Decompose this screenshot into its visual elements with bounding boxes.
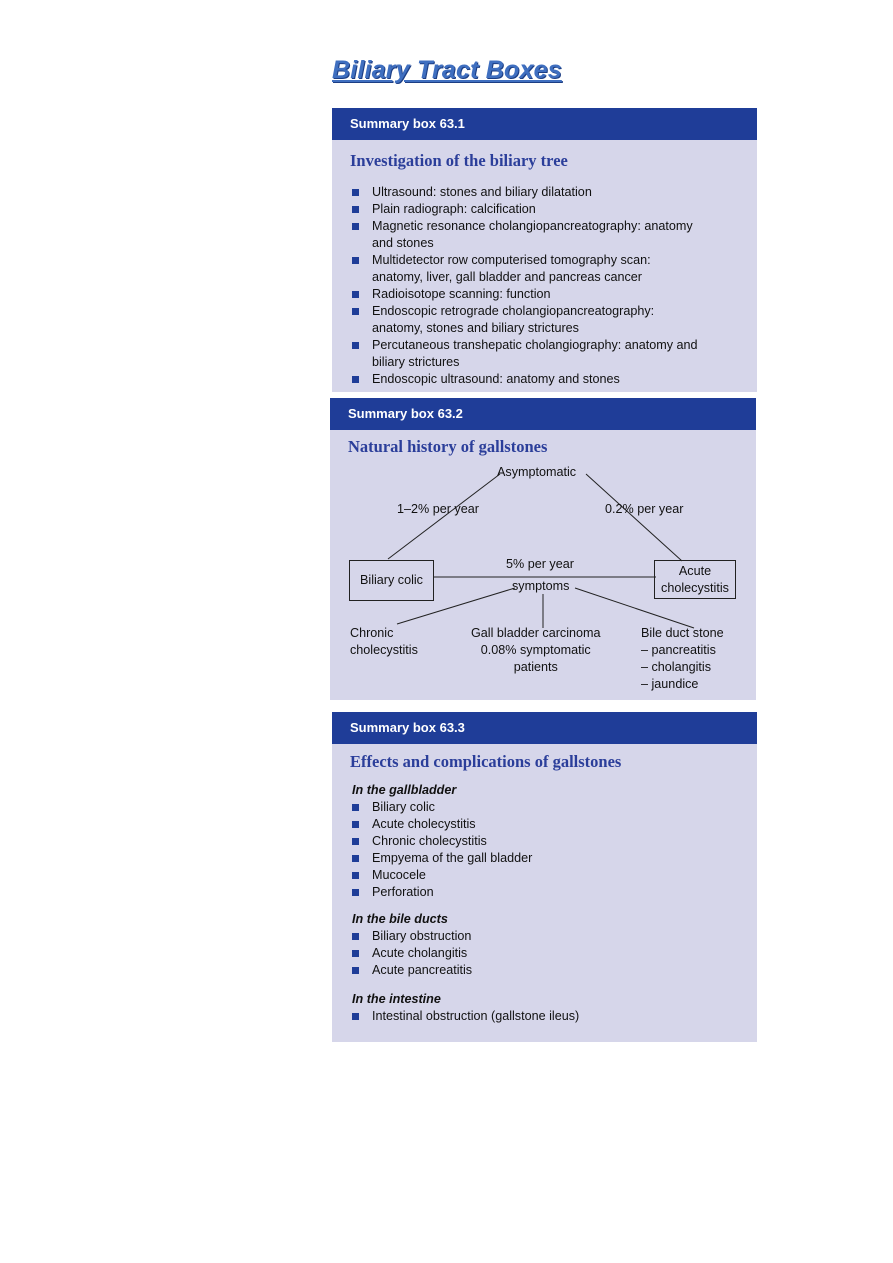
box-heading: Investigation of the biliary tree — [350, 151, 568, 170]
bullet-square-icon — [352, 308, 359, 315]
list-item: Biliary obstruction — [350, 928, 737, 945]
box-label: Summary box 63.2 — [330, 398, 756, 430]
bullet-square-icon — [352, 855, 359, 862]
list-item: Plain radiograph: calcification — [350, 201, 737, 218]
node-biliary-colic: Biliary colic — [349, 560, 434, 601]
gallbladder-list — [332, 799, 757, 901]
bullet-square-icon — [352, 933, 359, 940]
bullet-square-icon — [352, 838, 359, 845]
list-item: Percutaneous transhepatic cholangiography: anatomy and biliary strictures — [350, 337, 737, 371]
subhead-bile-ducts: In the bile ducts — [352, 912, 448, 926]
list-item: Perforation — [350, 884, 737, 901]
outcome-gall-bladder-carcinoma: Gall bladder carcinoma 0.08% symptomatic patients — [471, 626, 601, 674]
bullet-square-icon — [352, 872, 359, 879]
list-item: Empyema of the gall bladder — [350, 850, 737, 867]
bullet-square-icon — [352, 1013, 359, 1020]
box-label: Summary box 63.1 — [332, 108, 757, 140]
rate-left: 1–2% per year — [397, 502, 479, 516]
bullet-square-icon — [352, 223, 359, 230]
list-item: Multidetector row computerised tomography scan: anatomy, liver, gall bladder and pancreas cancer — [350, 252, 737, 286]
investigation-list — [332, 184, 757, 388]
list-item: Biliary colic — [350, 799, 737, 816]
list-item: Radioisotope scanning: function — [350, 286, 737, 303]
list-item: Intestinal obstruction (gallstone ileus) — [350, 1008, 737, 1025]
bullet-square-icon — [352, 804, 359, 811]
bullet-square-icon — [352, 967, 359, 974]
summary-box-63-3 — [332, 712, 757, 1042]
bullet-square-icon — [352, 376, 359, 383]
list-item: Magnetic resonance cholangiopancreatography: anatomy and stones — [350, 218, 737, 252]
bullet-square-icon — [352, 189, 359, 196]
subhead-gallbladder: In the gallbladder — [352, 783, 457, 797]
node-symptoms: symptoms — [512, 579, 570, 593]
bullet-square-icon — [352, 821, 359, 828]
box-label: Summary box 63.3 — [332, 712, 757, 744]
bile-ducts-list — [332, 928, 757, 979]
list-item: Chronic cholecystitis — [350, 833, 737, 850]
node-asymptomatic: Asymptomatic — [497, 465, 577, 479]
intestine-list — [332, 1008, 757, 1025]
bullet-square-icon — [352, 889, 359, 896]
rate-middle: 5% per year — [506, 557, 574, 571]
subhead-intestine: In the intestine — [352, 992, 441, 1006]
list-item: Mucocele — [350, 867, 737, 884]
outcome-chronic-cholecystitis: Chronic cholecystitis — [350, 626, 418, 657]
list-item: Ultrasound: stones and biliary dilatation — [350, 184, 737, 201]
outcome-bile-duct-stone: Bile duct stone – pancreatitis – cholangitis – jaundice — [641, 626, 724, 691]
rate-right: 0.2% per year — [605, 502, 684, 516]
page-title: Biliary Tract Boxes — [332, 56, 562, 84]
box-heading: Effects and complications of gallstones — [350, 752, 622, 771]
summary-box-63-2 — [330, 398, 756, 700]
summary-box-63-1 — [332, 108, 757, 392]
list-item: Endoscopic retrograde cholangiopancreatography: anatomy, stones and biliary strictures — [350, 303, 737, 337]
bullet-square-icon — [352, 291, 359, 298]
bullet-square-icon — [352, 950, 359, 957]
bullet-square-icon — [352, 342, 359, 349]
list-item: Acute cholecystitis — [350, 816, 737, 833]
list-item: Acute cholangitis — [350, 945, 737, 962]
box-heading: Natural history of gallstones — [348, 437, 548, 456]
node-acute-cholecystitis: Acute cholecystitis — [654, 560, 736, 599]
bullet-square-icon — [352, 257, 359, 264]
list-item: Acute pancreatitis — [350, 962, 737, 979]
list-item: Endoscopic ultrasound: anatomy and stones — [350, 371, 737, 388]
bullet-square-icon — [352, 206, 359, 213]
